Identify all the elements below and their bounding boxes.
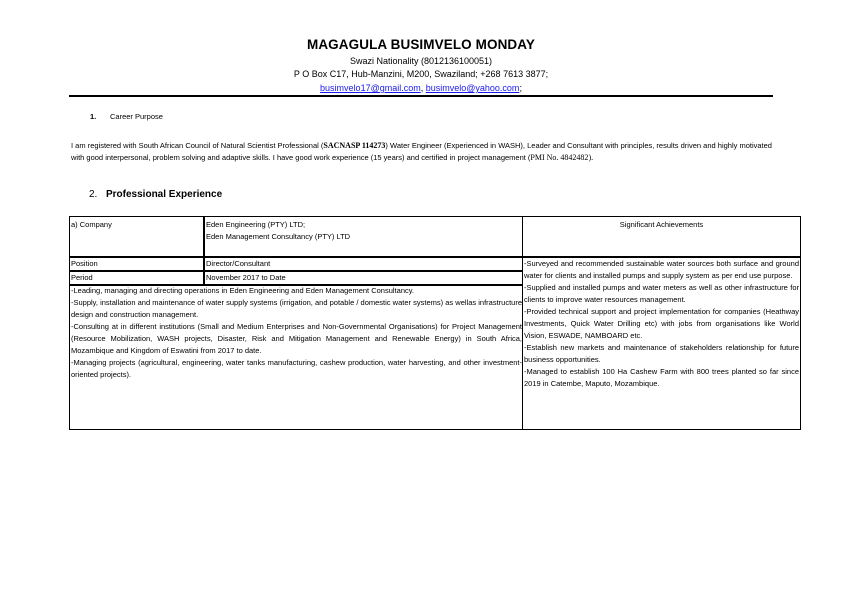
company-label: a) Company [71, 220, 112, 229]
duty-item: -Leading, managing and directing operations in Eden Engineering and Eden Management Consultancy. [71, 286, 415, 295]
achievement-item: -Supplied and installed pumps and water meters as well as other infrastructure for clients to improve water resources management. [524, 283, 799, 304]
achievement-item: -Provided technical support and project implementation for companies (Heathway Investments, Quick Water Drilling etc) with jobs from organisations like World Vision, ESWADE, NAMBOARD etc. [524, 307, 799, 340]
position-value: Director/Consultant [206, 259, 271, 268]
period-label: Period [71, 273, 93, 282]
section-title: Professional Experience [106, 189, 223, 200]
section-professional-experience-heading [89, 189, 222, 200]
achievements-header: Significant Achievements [619, 220, 704, 229]
achievements-list [524, 258, 799, 390]
experience-table [69, 216, 801, 430]
company-name-1: Eden Engineering (PTY) LTD; [206, 220, 306, 229]
position-label: Position [71, 259, 98, 268]
purpose-text-part: ) Water Engineer (Experienced in WASH), Leader and Consultant with principles, results driven and highly motivated with good interpersonal, problem solving and adaptive skills. I have good work experience (15 years) and certified in project management ( [71, 141, 772, 162]
address-line: P O Box C17, Hub-Manzini, M200, Swaziland; +268 7613 3877; [293, 69, 549, 79]
duty-item: -Consulting at in different institutions (Small and Medium Enterprises and Non-Governmental Organisations) for Project Management (Resource Mobilization, WASH projects, Disaster, Risk and Mitigation Management and Renewable Energy) in South Africa, Mozambique and Kingdom of Eswatini from 2017 to date. [71, 322, 522, 355]
email-link-yahoo[interactable]: busimvelo@yahoo.com [425, 83, 520, 93]
achievement-item: -Managed to establish 100 Ha Cashew Farm with 800 trees planted so far since 2019 in Catembe, Maputo, Mozambique. [524, 367, 799, 388]
pmi-number: PMI No. 4842482 [530, 153, 589, 162]
period-value: November 2017 to Date [206, 273, 286, 282]
section-career-purpose-heading [90, 112, 163, 121]
duties-list [71, 285, 522, 381]
nationality-line: Swazi Nationality (8012136100051) [349, 56, 493, 66]
email-end: ; [519, 83, 522, 93]
purpose-text-part: I am registered with South African Council of Natural Scientist Professional ( [71, 141, 324, 150]
achievement-item: -Establish new markets and maintenance of stakeholders relationship for future business opportunities. [524, 343, 799, 364]
candidate-name: MAGAGULA BUSIMVELO MONDAY [306, 37, 535, 52]
section-title: Career Purpose [110, 112, 163, 121]
sacnasp-number: SACNASP 114273 [323, 141, 386, 150]
email-link-gmail[interactable]: busimvelo17@gmail.com [320, 83, 421, 93]
purpose-text-end: ). [588, 153, 594, 162]
company-name-2: Eden Management Consultancy (PTY) LTD [206, 232, 351, 241]
header-divider [69, 95, 773, 97]
section-number: 1. [90, 112, 97, 121]
career-purpose-text [71, 140, 772, 164]
email-line [0, 83, 842, 94]
email-separator: , [420, 83, 426, 93]
section-number: 2. [89, 189, 98, 200]
duty-item: -Managing projects (agricultural, engineering, water tanks manufacturing, cashew production, water harvesting, and other investment-oriented projects). [71, 358, 522, 379]
achievement-item: -Surveyed and recommended sustainable water sources both surface and ground water for clients and installed pumps and supply system as per end use purpose. [524, 259, 799, 280]
duty-item: -Supply, installation and maintenance of water supply systems (irrigation, and potable / domestic water systems) as wellas infrastructure design and construction management. [71, 298, 522, 319]
